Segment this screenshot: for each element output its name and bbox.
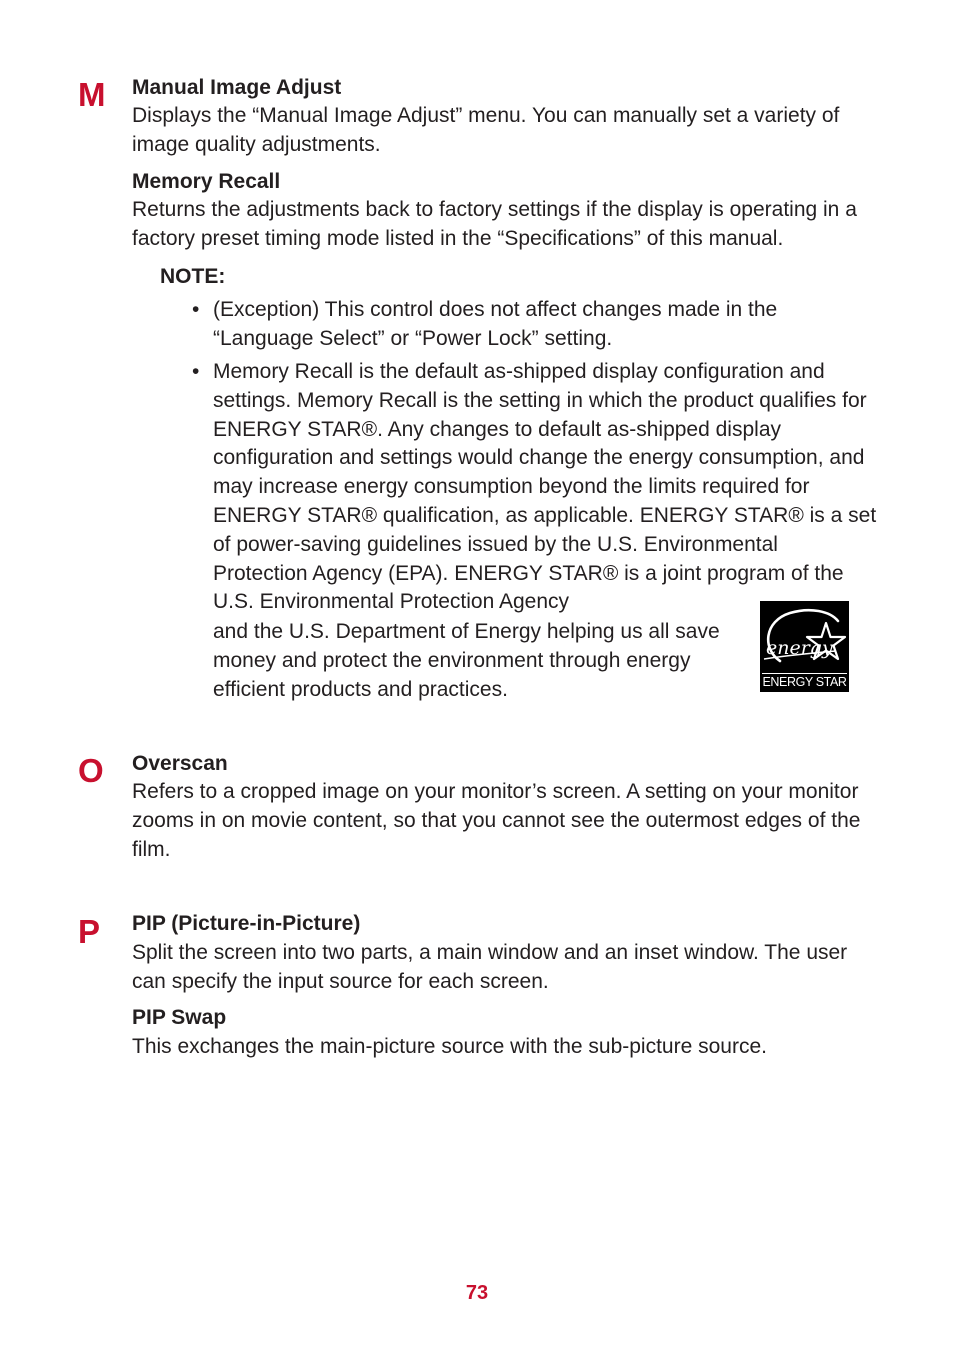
term-manual-image-adjust: Manual Image Adjust	[132, 76, 342, 99]
energy-star-logo	[760, 601, 849, 692]
term-pip: PIP (Picture-in-Picture)	[132, 912, 361, 935]
description-manual-image-adjust: Displays the “Manual Image Adjust” menu. You can manually set a variety of image quality adjustments.	[132, 104, 840, 156]
description-memory-recall: Returns the adjustments back to factory settings if the display is operating in a factory preset timing mode listed in the “Specifications” of this manual.	[132, 198, 857, 250]
energy-star-icon	[760, 601, 849, 674]
section-letter-o: O	[78, 752, 104, 789]
page-number: 73	[465, 1282, 489, 1304]
energy-star-label: ENERGY STAR	[762, 675, 847, 689]
term-pip-swap: PIP Swap	[132, 1006, 227, 1029]
description-pip: Split the screen into two parts, a main window and an inset window. The user can specify the input source for each screen.	[132, 941, 848, 993]
note-bullet-memory-recall: Memory Recall is the default as-shipped display configuration and settings. Memory Recall is the setting in which the product qualifies for ENERGY STAR®. Any changes to default as-shipped display configuration and settings would change the energy consumption, and may increase energy consumption beyond the limits required for ENERGY STAR® qualification, as applicable. ENERGY STAR® is a set of power-saving guidelines issued by the U.S. Environmental Protection Agency (EPA). ENERGY STAR® is a joint program of the U.S. Environmental Protection Agency	[213, 360, 877, 614]
section-letter-m: M	[78, 76, 106, 113]
term-memory-recall: Memory Recall	[132, 170, 281, 193]
description-pip-swap: This exchanges the main-picture source with the sub-picture source.	[132, 1035, 767, 1058]
energy-script-text: energy	[766, 637, 833, 659]
note-bullet-memory-recall-continued: and the U.S. Department of Energy helping us all save money and protect the environment through energy efficient products and practices.	[213, 620, 720, 701]
description-overscan: Refers to a cropped image on your monitor’s screen. A setting on your monitor zooms in on movie content, so that you cannot see the outermost edges of the film.	[132, 780, 861, 861]
term-overscan: Overscan	[132, 752, 228, 775]
bullet-marker: •	[192, 360, 200, 383]
note-bullet-exception: (Exception) This control does not affect changes made in the “Language Select” or “Power Lock” setting.	[213, 298, 778, 350]
bullet-marker: •	[192, 298, 200, 321]
note-label: NOTE:	[160, 265, 226, 288]
section-letter-p: P	[78, 913, 101, 950]
